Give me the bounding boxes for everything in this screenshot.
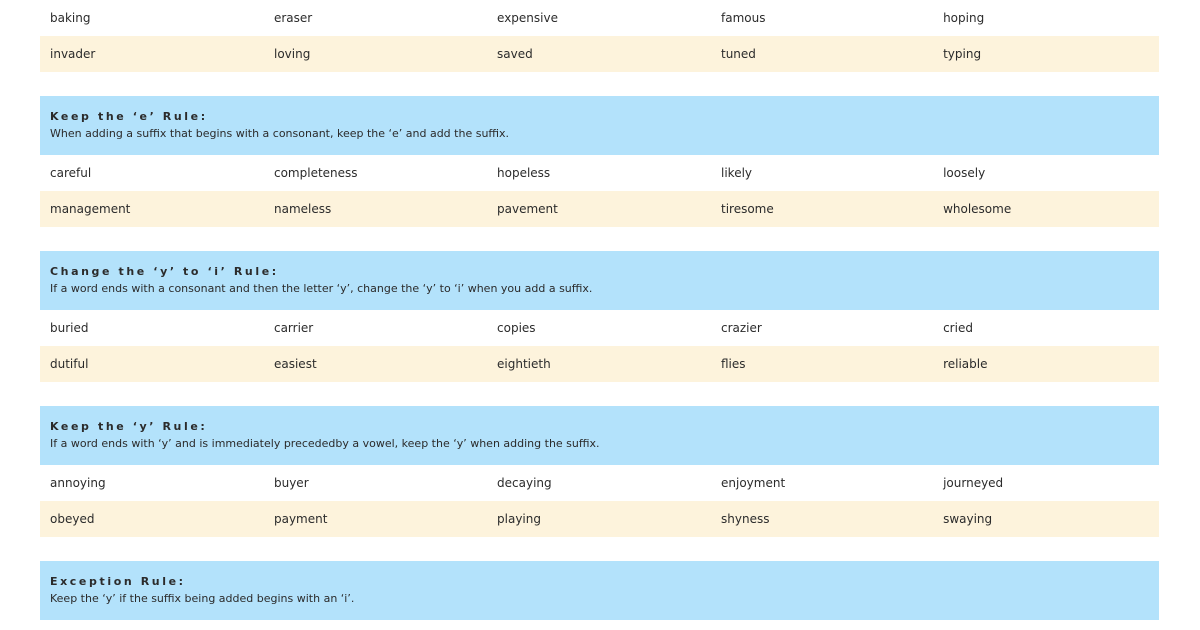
word-cell: invader bbox=[50, 47, 96, 61]
word-cell: eightieth bbox=[497, 357, 551, 371]
section-gap bbox=[40, 537, 1159, 561]
word-cell: famous bbox=[721, 11, 766, 25]
rule-description: If a word ends with a consonant and then the letter ‘y’, change the ‘y’ to ‘i’ when you add a suffix. bbox=[50, 282, 593, 295]
rule-description: Keep the ‘y’ if the suffix being added begins with an ‘i’. bbox=[50, 592, 355, 605]
word-cell: shyness bbox=[721, 512, 770, 526]
word-cell: careful bbox=[50, 166, 92, 180]
word-cell: buried bbox=[50, 321, 89, 335]
word-cell: cried bbox=[943, 321, 973, 335]
word-row bbox=[40, 346, 1159, 382]
rule-header-keep-e bbox=[40, 96, 1159, 155]
word-row bbox=[40, 191, 1159, 227]
rule-title: Keep the ‘e’ Rule: bbox=[50, 110, 208, 123]
section-gap bbox=[40, 227, 1159, 251]
word-cell: enjoyment bbox=[721, 476, 786, 490]
word-row bbox=[40, 155, 1159, 191]
rule-title: Keep the ‘y’ Rule: bbox=[50, 420, 208, 433]
word-cell: completeness bbox=[273, 166, 358, 180]
word-cell: crazier bbox=[721, 321, 762, 335]
rule-description: If a word ends with ‘y’ and is immediately precededby a vowel, keep the ‘y’ when adding the suffix. bbox=[50, 437, 600, 450]
spelling-rules-document bbox=[40, 0, 1159, 620]
word-cell: buyer bbox=[273, 476, 309, 490]
word-cell: obeyed bbox=[50, 512, 95, 526]
word-cell: copies bbox=[497, 321, 536, 335]
word-cell: reliable bbox=[943, 357, 988, 371]
word-cell: wholesome bbox=[943, 202, 1012, 216]
word-cell: expensive bbox=[497, 11, 558, 25]
word-cell: flies bbox=[721, 357, 746, 371]
rule-header-change-y-to-i bbox=[40, 251, 1159, 310]
word-cell: tuned bbox=[721, 47, 756, 61]
word-row bbox=[40, 36, 1159, 72]
word-cell: loosely bbox=[943, 166, 986, 180]
word-row bbox=[40, 0, 1159, 36]
word-cell: easiest bbox=[273, 357, 317, 371]
word-row bbox=[40, 465, 1159, 501]
word-cell: decaying bbox=[497, 476, 552, 490]
section-gap bbox=[40, 72, 1159, 96]
word-cell: annoying bbox=[50, 476, 106, 490]
word-cell: swaying bbox=[943, 512, 993, 526]
word-row bbox=[40, 501, 1159, 537]
word-cell: typing bbox=[943, 47, 982, 61]
word-cell: playing bbox=[497, 512, 541, 526]
rule-header-exception bbox=[40, 561, 1159, 620]
word-cell: tiresome bbox=[721, 202, 774, 216]
rule-title: Change the ‘y’ to ‘i’ Rule: bbox=[50, 265, 279, 278]
word-cell: dutiful bbox=[50, 357, 89, 371]
word-row bbox=[40, 310, 1159, 346]
word-cell: journeyed bbox=[943, 476, 1004, 490]
rule-description: When adding a suffix that begins with a consonant, keep the ‘e’ and add the suffix. bbox=[50, 127, 510, 140]
word-cell: payment bbox=[273, 512, 328, 526]
word-cell: eraser bbox=[273, 11, 313, 25]
rule-title: Exception Rule: bbox=[50, 575, 186, 588]
word-cell: pavement bbox=[497, 202, 558, 216]
word-cell: nameless bbox=[273, 202, 332, 216]
rule-header-keep-y bbox=[40, 406, 1159, 465]
word-cell: loving bbox=[273, 47, 311, 61]
word-cell: management bbox=[50, 202, 131, 216]
word-cell: hoping bbox=[943, 11, 985, 25]
word-cell: carrier bbox=[273, 321, 314, 335]
word-cell: likely bbox=[721, 166, 753, 180]
section-gap bbox=[40, 382, 1159, 406]
word-cell: baking bbox=[50, 11, 91, 25]
word-cell: saved bbox=[497, 47, 533, 61]
word-cell: hopeless bbox=[497, 166, 551, 180]
